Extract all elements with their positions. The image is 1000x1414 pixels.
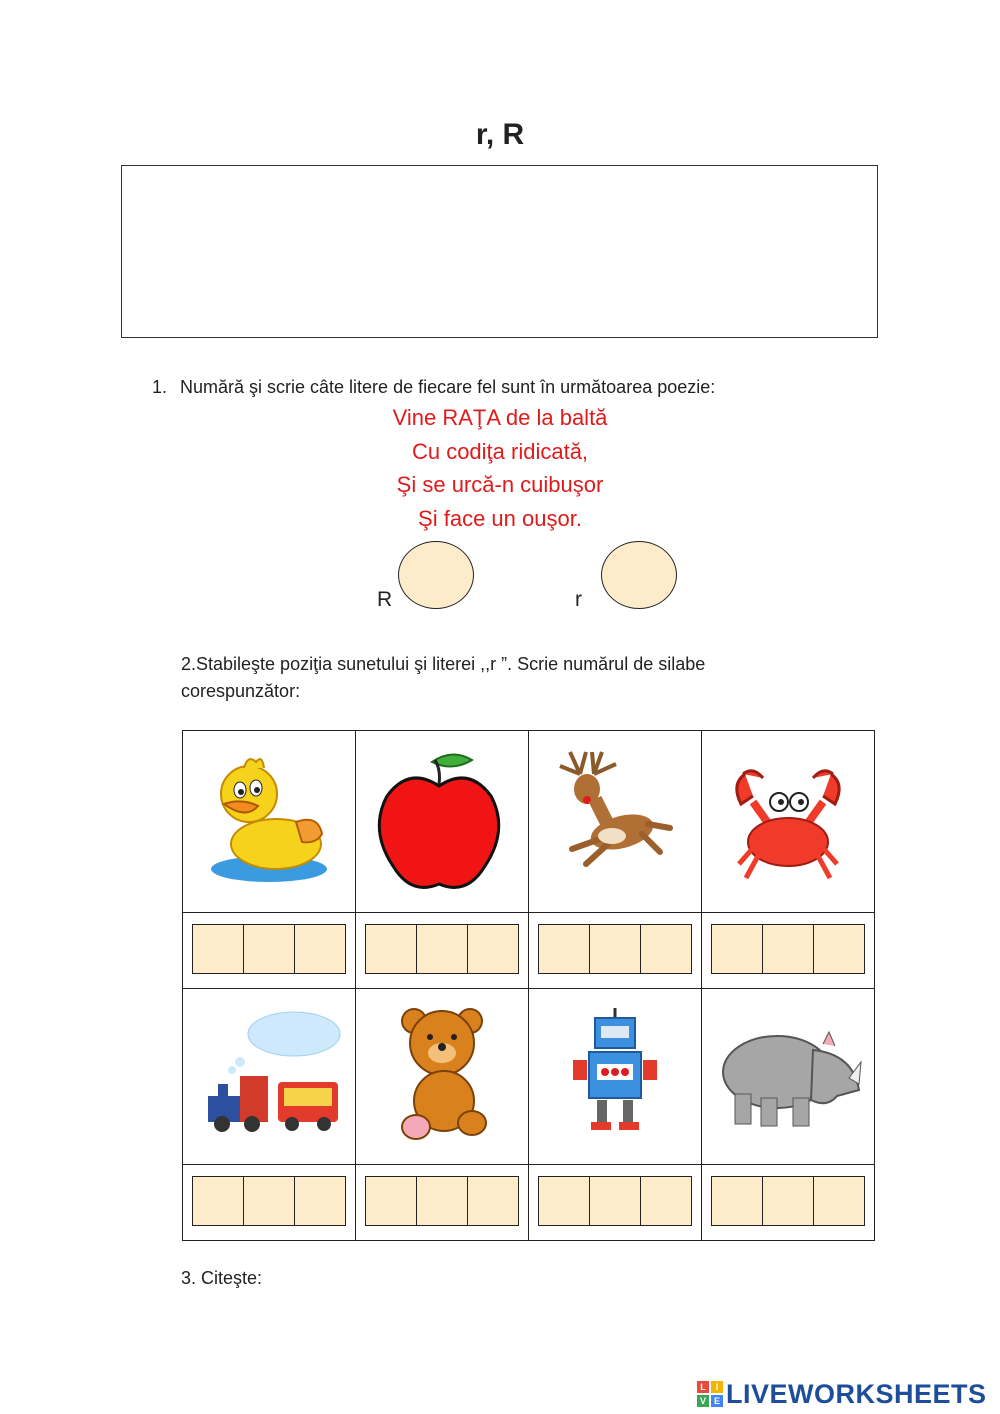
- picture-cell: [356, 731, 529, 913]
- picture-grid: [182, 730, 875, 1241]
- syllable-boxes[interactable]: [711, 1176, 865, 1226]
- syllable-boxes[interactable]: [192, 1176, 346, 1226]
- answer-cell: [702, 913, 875, 989]
- syllable-boxes[interactable]: [538, 1176, 692, 1226]
- answer-cell: [183, 913, 356, 989]
- syllable-boxes[interactable]: [192, 924, 346, 974]
- answer-cell: [529, 1165, 702, 1241]
- answer-cell: [356, 1165, 529, 1241]
- task-2-instruction: 2.Stabileşte poziţia sunetului şi literei ,,r ”. Scrie numărul de silabe corespunzător:: [181, 654, 706, 701]
- poem-line-2: Cu codiţa ridicată,: [411, 439, 589, 464]
- picture-cell: [183, 989, 356, 1165]
- poem-line-3: Şi se urcă-n cuibuşor: [396, 472, 604, 497]
- writing-box[interactable]: [121, 165, 878, 338]
- lowercase-r-count-input[interactable]: [601, 541, 677, 609]
- syllable-boxes[interactable]: [365, 1176, 519, 1226]
- answer-cell: [356, 913, 529, 989]
- train-picture: [194, 1004, 344, 1144]
- picture-cell: [356, 989, 529, 1165]
- reindeer-picture: [550, 744, 680, 894]
- crab-picture: [723, 744, 853, 894]
- duck-picture: [204, 744, 334, 894]
- teddy-bear-picture: [382, 999, 502, 1149]
- syllable-boxes[interactable]: [538, 924, 692, 974]
- answer-cell: [183, 1165, 356, 1241]
- uppercase-r-count-input[interactable]: [398, 541, 474, 609]
- syllable-boxes[interactable]: [365, 924, 519, 974]
- answer-cell: [529, 913, 702, 989]
- task-1-instruction: [152, 377, 715, 398]
- picture-cell: [702, 989, 875, 1165]
- task-1-text: Numără şi scrie câte litere de fiecare fel sunt în următoarea poezie:: [180, 377, 716, 397]
- liveworksheets-logo: [697, 1378, 987, 1410]
- picture-cell: [529, 731, 702, 913]
- syllable-boxes[interactable]: [711, 924, 865, 974]
- poem-line-4: Şi face un ouşor.: [418, 506, 582, 531]
- answer-cell: [702, 1165, 875, 1241]
- lowercase-r-label: r: [575, 588, 582, 611]
- apple-picture: [377, 744, 507, 894]
- rhinoceros-picture: [713, 1014, 863, 1134]
- worksheet-title: r, R: [475, 118, 525, 151]
- task-3-instruction: 3. Citeşte:: [181, 1268, 263, 1288]
- brand-name: LIVEWORKSHEETS: [726, 1378, 987, 1409]
- robot-picture: [565, 1004, 665, 1144]
- picture-cell: [702, 731, 875, 913]
- liveworksheets-icon: L I V E: [697, 1381, 723, 1407]
- uppercase-r-label: R: [377, 588, 393, 611]
- poem-line-1: Vine RAŢA de la baltă: [392, 405, 608, 430]
- picture-cell: [529, 989, 702, 1165]
- task-1-number: 1.: [152, 377, 168, 397]
- picture-cell: [183, 731, 356, 913]
